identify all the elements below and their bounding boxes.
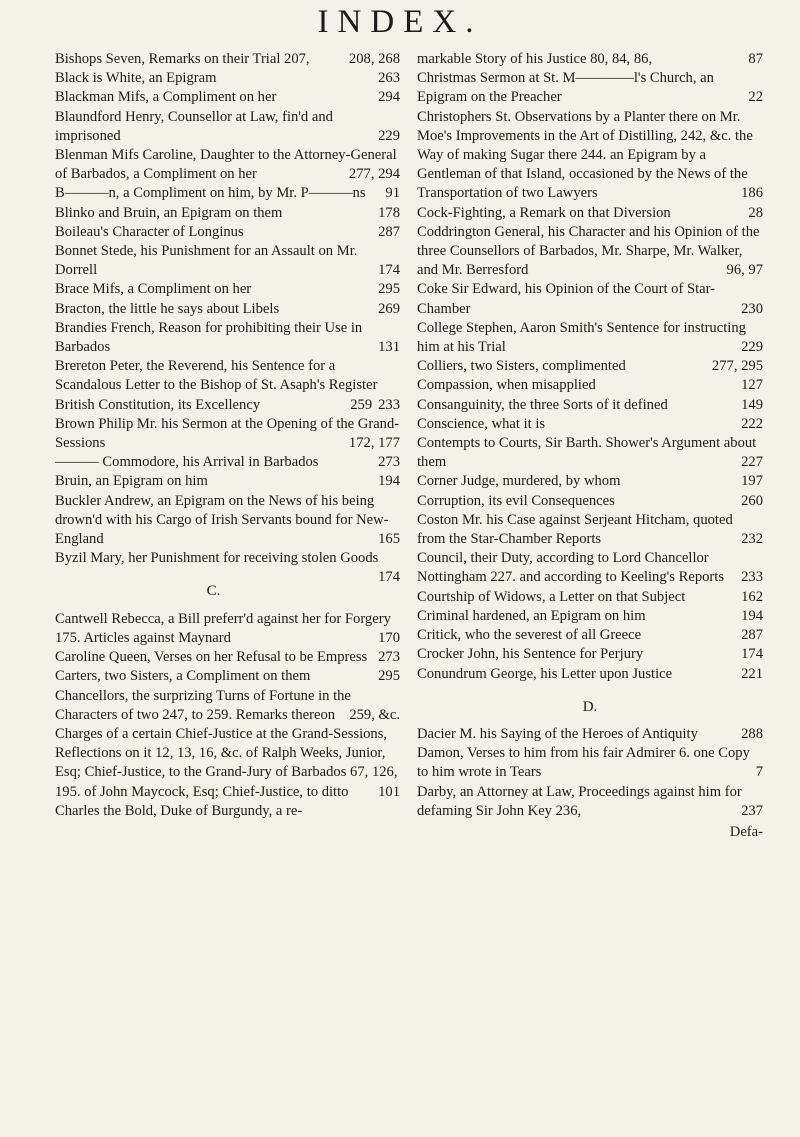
entry-text: Consanguinity, the three Sorts of it defined [417, 396, 668, 413]
entry-pages: 87 [748, 51, 763, 67]
entry-text: Criminal hardened, an Epigram on him [417, 607, 646, 624]
entry-pages: 227 [741, 454, 763, 471]
entries-c-cont [417, 50, 763, 684]
index-entry [55, 415, 400, 453]
entry-text: Charges of a certain Chief-Justice at the Grand-Sessions, Reflections on it 12, 13, 16, &c. of Ralph Weeks, Junior, Esq; Chief-Justice, to the Grand-Jury of Barbados 67, 126, 195. of John Maycock, Esq; Chief-Justice, to ditto [55, 725, 398, 800]
entry-text: Conscience, what it is [417, 415, 546, 432]
index-entry [417, 376, 763, 395]
entry-text: Blenman Mifs Caroline, Daughter to the Attorney-General of Barbados, a Compliment on her [55, 147, 397, 183]
entry-pages: 263 [378, 70, 400, 87]
entry-text: Coddrington General, his Character and his Opinion of the three Counsellors of Barbados, Mr. Sharpe, Mr. Walker, and Mr. Berresford [417, 223, 760, 279]
index-entry [55, 667, 400, 686]
index-entry [417, 645, 763, 664]
left-column [55, 50, 400, 821]
entry-pages: 277, 295 [711, 358, 763, 375]
entry-pages: 208, 268 [348, 51, 400, 67]
entry-text: Coston Mr. his Case against Serjeant Hitcham, quoted from the Star-Chamber Reports [417, 511, 733, 548]
entry-pages: 101 [378, 783, 400, 800]
index-entry [417, 204, 763, 223]
entry-text: Blackman Mifs, a Compliment on her [55, 89, 277, 106]
entry-text: Brandies French, Reason for prohibiting their Use in Barbados [55, 319, 363, 356]
entry-pages: 172, 177 [348, 435, 400, 452]
entry-text: Blaundford Henry, Counsellor at Law, fin'd and imprisoned [55, 108, 333, 144]
entry-pages: 197 [741, 473, 763, 490]
index-entry [417, 783, 763, 821]
index-entry [417, 607, 763, 626]
index-entry [55, 610, 400, 648]
index-entry [55, 300, 400, 319]
entry-text: Corner Judge, murdered, by whom [417, 473, 621, 490]
entry-text: Christophers St. Observations by a Planter there on Mr. Moe's Improvements in the Art of Distilling, 242, &c. the Way of making Sugar there 244. an Epigram by a Gentleman of that Island, occasioned by the News of the Transportation of two Lawyers [417, 108, 753, 202]
index-entry [417, 69, 763, 107]
index-entry [55, 492, 400, 550]
index-header: INDEX. [317, 4, 483, 40]
entry-text: ——— Commodore, his Arrival in Barbados [55, 454, 319, 471]
entry-pages: 222 [741, 415, 763, 432]
entry-pages: 295 [378, 668, 400, 685]
entry-pages: 273 [378, 454, 400, 471]
entry-pages: 131 [378, 339, 400, 356]
entry-pages: 288 [741, 725, 763, 742]
index-entry [417, 396, 763, 415]
entry-pages: 174 [378, 262, 400, 279]
entries-d [417, 725, 763, 821]
index-entry [417, 744, 763, 782]
entry-text: Compassion, when misapplied [417, 377, 596, 394]
entry-pages: 149 [741, 396, 763, 413]
section-letter-d: D. [582, 698, 598, 715]
index-entry [417, 434, 763, 472]
catchword: Defa- [729, 823, 763, 840]
entry-pages: 232 [741, 531, 763, 548]
index-entry [55, 204, 400, 223]
entry-pages: 229 [741, 339, 763, 356]
index-entry [55, 648, 400, 667]
entry-text: Brown Philip Mr. his Sermon at the Opening of the Grand-Sessions [55, 415, 400, 452]
index-entry [55, 725, 400, 802]
entry-pages: 162 [741, 588, 763, 605]
entry-text: Cantwell Rebecca, a Bill preferr'd against her for Forgery 175. Articles against Maynard [55, 610, 391, 646]
entry-text: Byzil Mary, her Punishment for receiving stolen Goods [55, 550, 379, 567]
entry-pages: 127 [741, 377, 763, 394]
entry-text: Darby, an Attorney at Law, Proceedings against him for defaming Sir John Key 236, [417, 783, 742, 819]
entry-pages: 28 [748, 204, 763, 221]
index-entry [55, 396, 400, 415]
index-entry [417, 223, 763, 281]
index-entry [417, 108, 763, 204]
entry-pages: 237 [741, 802, 763, 819]
index-entry [417, 415, 763, 434]
entry-text: Cock-Fighting, a Remark on that Diversion [417, 204, 671, 221]
index-entry [417, 50, 763, 69]
entry-text: Contempts to Courts, Sir Barth. Shower's Argument about them [417, 435, 757, 471]
entry-text: College Stephen, Aaron Smith's Sentence for instructing him at his Trial [417, 319, 746, 356]
entry-pages: 287 [741, 627, 763, 644]
entry-text: Brereton Peter, the Reverend, his Sentence for a Scandalous Letter to the Bishop of St. Asaph's Register [55, 358, 378, 394]
entry-pages: 194 [741, 607, 763, 624]
index-entry [55, 50, 400, 69]
index-entry [55, 280, 400, 299]
entry-text: Chancellors, the surprizing Turns of Fortune in the Characters of two 247, to 259. Remarks thereon [55, 687, 351, 723]
right-column [417, 50, 763, 842]
entry-pages: 194 [378, 473, 400, 490]
index-entry [55, 69, 400, 88]
entry-pages: 260 [741, 492, 763, 509]
entry-text: Damon, Verses to him from his fair Admirer 6. one Copy to him wrote in Tears [417, 745, 750, 781]
index-entry [55, 687, 400, 725]
entry-pages: 233 [378, 396, 400, 413]
entry-pages: 186 [741, 185, 763, 202]
entry-pages: 273 [378, 649, 400, 666]
entry-pages: 269 [378, 300, 400, 317]
entry-text: Colliers, two Sisters, complimented [417, 358, 626, 375]
entry-pages: 229 [378, 127, 400, 144]
entry-text: Charles the Bold, Duke of Burgundy, a re- [55, 802, 303, 819]
entry-text: Bracton, the little he says about Libels [55, 300, 280, 317]
entry-pages: 170 [378, 629, 400, 646]
entry-text: Dacier M. his Saying of the Heroes of Antiquity [417, 725, 698, 742]
entry-text: Bruin, an Epigram on him [55, 473, 208, 490]
entry-pages: 295 [378, 281, 400, 298]
entry-text: Carters, two Sisters, a Compliment on them [55, 668, 311, 685]
entry-text: Boileau's Character of Longinus [55, 223, 244, 240]
entry-text: Bishops Seven, Remarks on their Trial 207, [55, 51, 310, 67]
entry-text: British Constitution, its Excellency [55, 396, 261, 413]
entry-text: Buckler Andrew, an Epigram on the News of his being drown'd with his Cargo of Irish Servants bound for New-England [55, 492, 389, 548]
index-entry [55, 319, 400, 357]
index-entry [417, 472, 763, 491]
entry-text: Council, their Duty, according to Lord Chancellor Nottingham 227. and according to Keeling's Reports [417, 550, 725, 586]
entry-text: Christmas Sermon at St. M————l's Church, an Epigram on the Preacher [417, 70, 714, 106]
index-entry [417, 725, 763, 744]
index-entry [417, 357, 763, 376]
entry-pages: 221 [741, 665, 763, 682]
section-letter-c: C. [206, 583, 221, 600]
index-entry [55, 472, 400, 491]
index-entry [417, 665, 763, 684]
entry-text: Conundrum George, his Letter upon Justice [417, 665, 673, 682]
entry-pages: 178 [378, 204, 400, 221]
entry-text: Critick, who the severest of all Greece [417, 627, 642, 644]
entry-text: Bonnet Stede, his Punishment for an Assault on Mr. Dorrell [55, 243, 358, 279]
index-entry [55, 88, 400, 107]
index-entry [417, 588, 763, 607]
index-entry [55, 549, 400, 586]
entry-pages: 174 [741, 646, 763, 663]
index-entry [55, 146, 400, 184]
entry-pages: 96, 97 [726, 262, 763, 279]
index-entry [55, 242, 400, 280]
index-entry [55, 184, 400, 203]
entry-pages: 259, &c. [349, 706, 400, 723]
entry-text: Blinko and Bruin, an Epigram on them [55, 204, 283, 221]
entry-text: Caroline Queen, Verses on her Refusal to be Empress [55, 649, 368, 666]
entry-pages: 165 [378, 531, 400, 548]
entry-text: markable Story of his Justice 80, 84, 86, [417, 51, 653, 67]
entry-pages: 287 [378, 223, 400, 240]
entry-text: B———n, a Compliment on him, by Mr. P———ns [55, 185, 366, 202]
index-entry [417, 511, 763, 549]
index-entry [55, 223, 400, 242]
index-entry [55, 802, 400, 821]
entry-text: Corruption, its evil Consequences [417, 492, 615, 509]
entry-pages: 230 [741, 300, 763, 317]
entry-text: Brace Mifs, a Compliment on her [55, 281, 252, 298]
entry-pages: 233 [741, 569, 763, 586]
entries-b [55, 50, 400, 586]
entry-pages: 22 [748, 89, 763, 106]
entry-pages: 294 [378, 89, 400, 106]
entry-pages: 259 [350, 396, 373, 413]
entry-pages: 91 [385, 185, 400, 202]
entry-pages: 277, 294 [348, 166, 400, 183]
entry-text: Black is White, an Epigram [55, 70, 217, 87]
entry-pages: 7 [755, 764, 763, 781]
entry-pages: 174 [378, 569, 400, 586]
index-entry [417, 549, 763, 587]
index-entry [55, 453, 400, 472]
index-entry [417, 626, 763, 645]
index-entry [417, 319, 763, 357]
entries-c [55, 610, 400, 821]
index-entry [55, 108, 400, 146]
index-entry [417, 280, 763, 318]
entry-text: Coke Sir Edward, his Opinion of the Court of Star-Chamber [417, 281, 716, 317]
entry-text: Crocker John, his Sentence for Perjury [417, 646, 644, 663]
entry-text: Courtship of Widows, a Letter on that Subject [417, 588, 686, 605]
index-entry [417, 492, 763, 511]
